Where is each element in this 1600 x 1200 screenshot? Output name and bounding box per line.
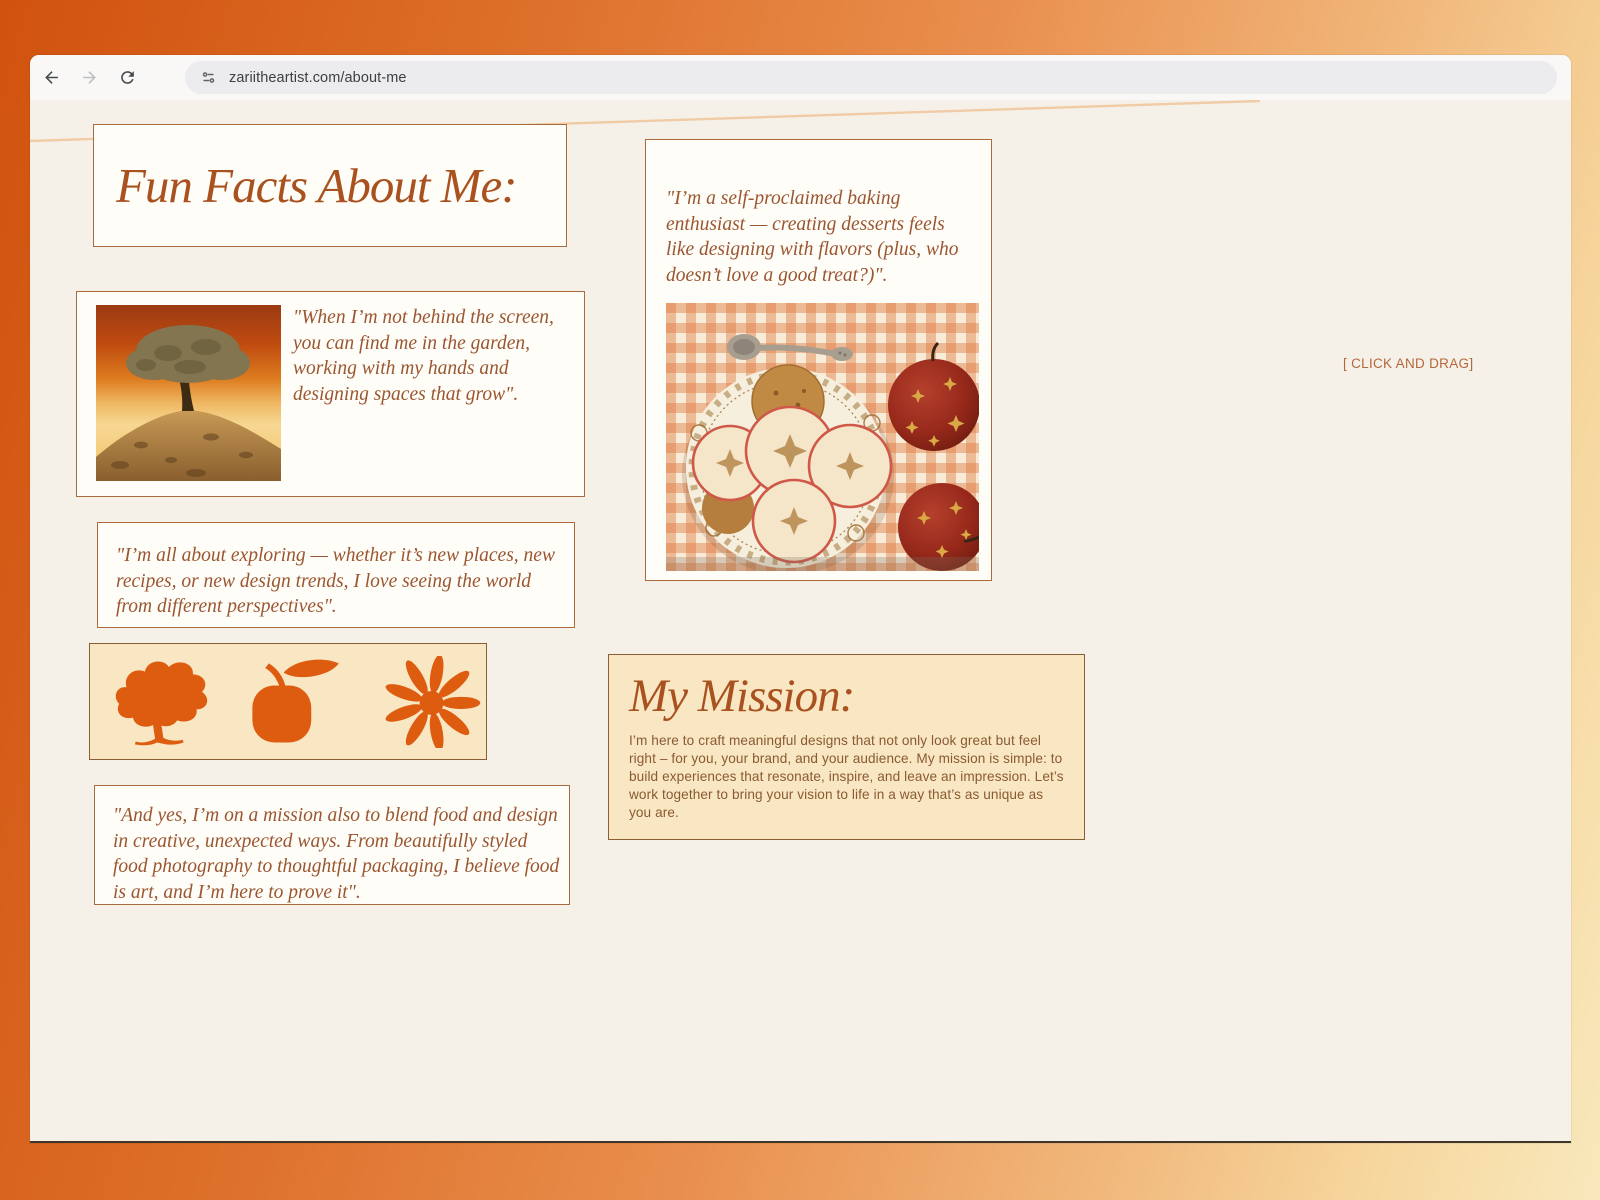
- food-design-quote-text: "And yes, I’m on a mission also to blend food and design in creative, unexpected ways. From beautifully styled food photography to thoughtful packaging, I believe food is art, and I’m here to prove it".: [113, 805, 560, 904]
- browser-window: [30, 55, 1571, 1143]
- mission-body-text: I’m here to craft meaningful designs that not only look great but feel right – for you, your brand, and your audience. My mission is simple: to build experiences that resonate, inspire, and leave an impression. Let’s work together to bring your vision to life in a way that’s as unique as you are.: [629, 733, 1064, 821]
- baking-quote-text: "I’m a self-proclaimed baking enthusiast — creating desserts feels like designing with flavors (plus, who doesn’t love a good treat?)".: [666, 188, 959, 287]
- apple-icon: [245, 656, 348, 748]
- url-bar[interactable]: [185, 61, 1557, 94]
- garden-quote-text: "When I’m not behind the screen, you can find me in the garden, working with my hands and designing spaces that grow".: [293, 307, 554, 406]
- click-and-drag-hint: [ CLICK AND DRAG]: [1343, 356, 1474, 371]
- fun-facts-card[interactable]: [93, 124, 567, 247]
- mission-card[interactable]: [608, 654, 1085, 840]
- fun-facts-title: Fun Facts About Me:: [116, 158, 517, 213]
- webpage-content: [30, 100, 1571, 1141]
- exploring-quote-text: "I’m all about exploring — whether it’s new places, new recipes, or new design trends, I love seeing the world from different perspectives".: [116, 545, 555, 618]
- apples-and-cookies-photo: [666, 303, 979, 571]
- tree-on-hill-photo: [96, 305, 281, 481]
- site-settings-icon[interactable]: [195, 65, 221, 91]
- starburst-icon: [380, 656, 483, 748]
- garden-quote-card[interactable]: [76, 291, 585, 497]
- forward-arrow-icon[interactable]: [72, 61, 106, 95]
- food-design-quote-card[interactable]: [94, 785, 570, 905]
- tree-icon: [110, 656, 213, 748]
- reload-icon[interactable]: [110, 61, 144, 95]
- browser-toolbar: [30, 55, 1571, 101]
- mission-title: My Mission:: [629, 670, 855, 722]
- back-arrow-icon[interactable]: [34, 61, 68, 95]
- decorative-icons-card[interactable]: [89, 643, 487, 760]
- exploring-quote-card[interactable]: [97, 522, 575, 628]
- url-text: zariitheartist.com/about-me: [229, 69, 407, 86]
- baking-quote-card[interactable]: [645, 139, 992, 581]
